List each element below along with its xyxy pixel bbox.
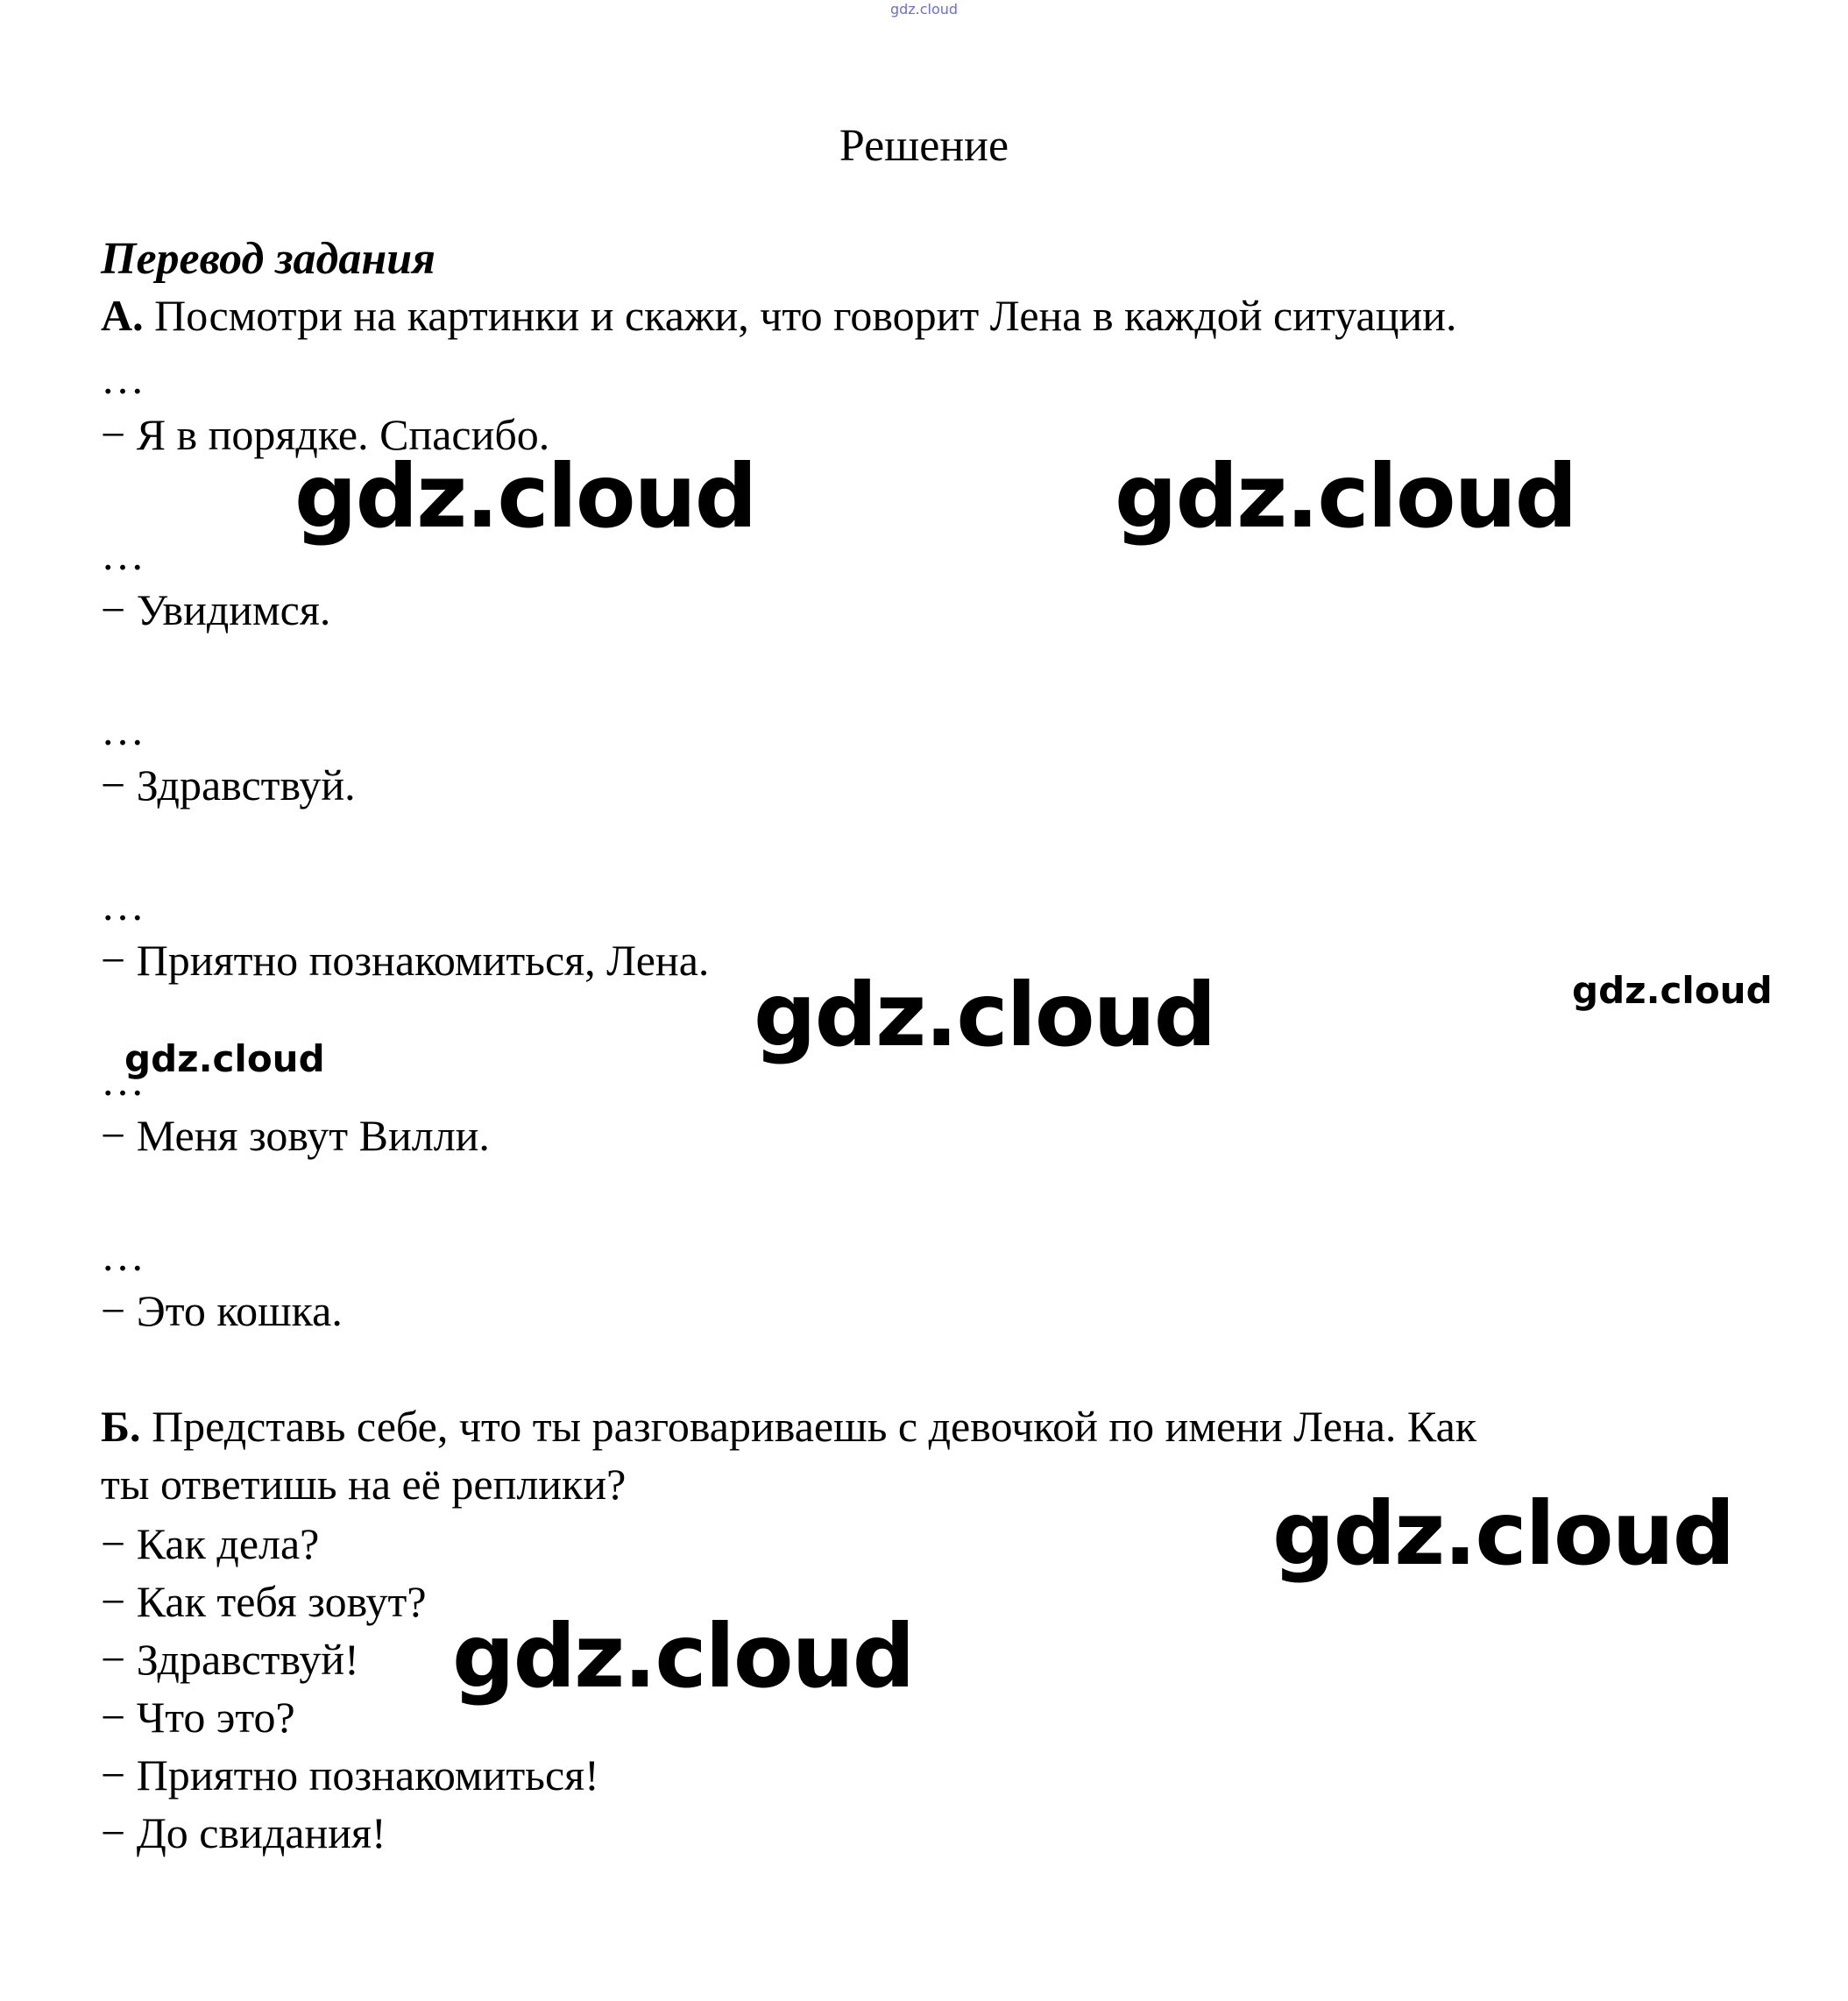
watermark: gdz.cloud [1572, 969, 1773, 1012]
dialog-reply: − Приятно познакомиться, Лена. [101, 936, 710, 985]
dialog-dots: … [101, 1056, 145, 1105]
task-b-text-2: ты ответишь на её реплики? [101, 1460, 627, 1509]
page-title: Решение [839, 121, 1009, 171]
watermark: gdz.cloud [452, 1605, 914, 1708]
task-a-text: Посмотри на картинки и скажи, что говорит Лена в каждой ситуации. [143, 291, 1457, 340]
dialog-dots: … [101, 880, 145, 930]
dialog-dots: … [101, 1231, 145, 1280]
dialog-reply: − Здравствуй. [101, 760, 356, 810]
phrase-item: − Приятно познакомиться! [101, 1750, 599, 1799]
dialog-reply: − Я в порядке. Спасибо. [101, 410, 550, 459]
watermark-top: gdz.cloud [889, 1, 959, 18]
section-subtitle: Перевод задания [101, 234, 435, 284]
task-b-instruction [101, 1400, 1476, 1453]
task-a-label: А. [101, 291, 144, 340]
task-a-instruction [101, 289, 1457, 342]
watermark: gdz.cloud [124, 1037, 325, 1080]
dialog-reply: − Это кошка. [101, 1286, 343, 1335]
watermark: gdz.cloud [294, 445, 756, 548]
task-b-text-1: Представь себе, что ты разговариваешь с девочкой по имени Лена. Как [140, 1402, 1477, 1451]
phrase-item: − Здравствуй! [101, 1635, 359, 1684]
phrase-item: − Как тебя зовут? [101, 1577, 427, 1626]
dialog-reply: − Увидимся. [101, 585, 331, 634]
task-b-label: Б. [101, 1402, 141, 1451]
watermark: gdz.cloud [1272, 1482, 1734, 1585]
watermark: gdz.cloud [754, 964, 1215, 1066]
dialog-dots: … [101, 530, 145, 579]
phrase-item: − Как дела? [101, 1519, 320, 1568]
dialog-reply: − Меня зовут Вилли. [101, 1111, 490, 1160]
phrase-item: − До свидания! [101, 1808, 386, 1857]
watermark: gdz.cloud [1115, 445, 1576, 548]
dialog-dots: … [101, 354, 145, 403]
dialog-dots: … [101, 705, 145, 754]
phrase-item: − Что это? [101, 1693, 295, 1742]
